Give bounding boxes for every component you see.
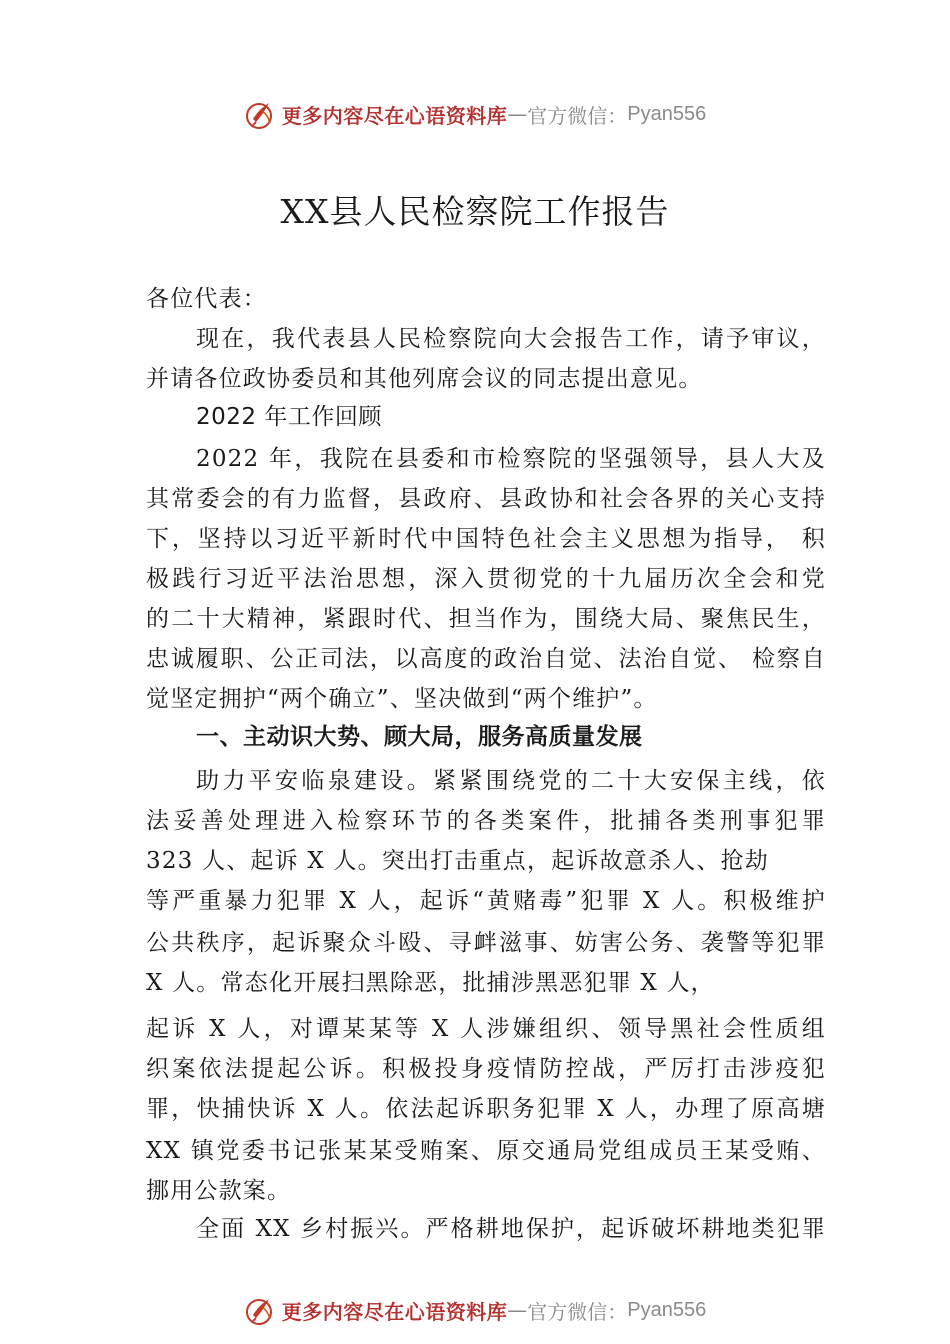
body-line: 织案依法提起公诉。积极投身疫情防控战，严厉打击涉疫犯 xyxy=(146,1056,826,1082)
document-title: XX县人民检察院工作报告 xyxy=(280,192,670,231)
body-line: 下，坚持以习近平新时代中国特色社会主义思想为指导， 积 xyxy=(146,526,826,552)
body-line: XX 镇党委书记张某某受贿案、原交通局党组成员王某受贿、 xyxy=(146,1138,826,1164)
salutation: 各位代表： xyxy=(146,286,267,312)
body-line: 323 人、起诉 X 人。突出打击重点，起诉故意杀人、抢劫 xyxy=(146,848,770,874)
watermark-dash: — xyxy=(507,1298,528,1322)
pen-logo-icon xyxy=(244,1293,278,1327)
body-line: 忠诚履职、公正司法，以高度的政治自觉、法治自觉、 检察自 xyxy=(146,646,826,672)
body-line: 的二十大精神，紧跟时代、担当作为，围绕大局、聚焦民生， xyxy=(146,606,826,632)
watermark-banner-top xyxy=(0,94,950,134)
body-line: 2022 年，我院在县委和市检察院的坚强领导，县人大及 xyxy=(196,446,826,472)
body-line: 现在，我代表县人民检察院向大会报告工作，请予审议， xyxy=(196,326,826,352)
body-line: 极践行习近平法治思想，深入贯彻党的十九届历次全会和党 xyxy=(146,566,826,592)
section-heading-one: 一、主动识大势、顾大局，服务高质量发展 xyxy=(196,724,643,750)
body-line: 助力平安临泉建设。紧紧围绕党的二十大安保主线，依 xyxy=(196,768,826,794)
body-line: 其常委会的有力监督，县政府、县政协和社会各界的关心支持 xyxy=(146,486,826,512)
watermark-gray-text: 官方微信： xyxy=(527,103,628,128)
body-line: 法妥善处理进入检察环节的各类案件，批捕各类刑事犯罪 xyxy=(146,808,826,834)
body-line: 挪用公款案。 xyxy=(146,1178,292,1204)
body-line: 全面 XX 乡村振兴。严格耕地保护，起诉破坏耕地类犯罪 xyxy=(196,1216,826,1242)
section-heading-review: 2022 年工作回顾 xyxy=(196,404,382,430)
watermark-dash: — xyxy=(507,102,528,126)
watermark-wechat-id: Pyan556 xyxy=(627,1298,707,1321)
body-line: 公共秩序，起诉聚众斗殴、寻衅滋事、妨害公务、袭警等犯罪 xyxy=(146,930,826,956)
body-line: 并请各位政协委员和其他列席会议的同志提出意见。 xyxy=(146,366,703,392)
watermark-banner-bottom xyxy=(0,1290,950,1330)
body-line: 觉坚定拥护“两个确立”、坚决做到“两个维护”。 xyxy=(146,686,658,712)
body-line: 起诉 X 人，对谭某某等 X 人涉嫌组织、领导黑社会性质组 xyxy=(146,1016,826,1042)
watermark-red-text: 更多内容尽在心语资料库 xyxy=(281,103,508,128)
watermark-gray-text: 官方微信： xyxy=(527,1299,628,1324)
body-line: X 人。常态化开展扫黑除恶，批捕涉黑恶犯罪 X 人， xyxy=(146,970,715,996)
pen-logo-icon xyxy=(244,97,278,131)
watermark-red-text: 更多内容尽在心语资料库 xyxy=(281,1299,508,1324)
body-line: 等严重暴力犯罪 X 人，起诉“黄赌毒”犯罪 X 人。积极维护 xyxy=(146,888,826,914)
body-line: 罪，快捕快诉 X 人。依法起诉职务犯罪 X 人，办理了原高塘 xyxy=(146,1096,826,1122)
watermark-wechat-id: Pyan556 xyxy=(627,102,707,125)
